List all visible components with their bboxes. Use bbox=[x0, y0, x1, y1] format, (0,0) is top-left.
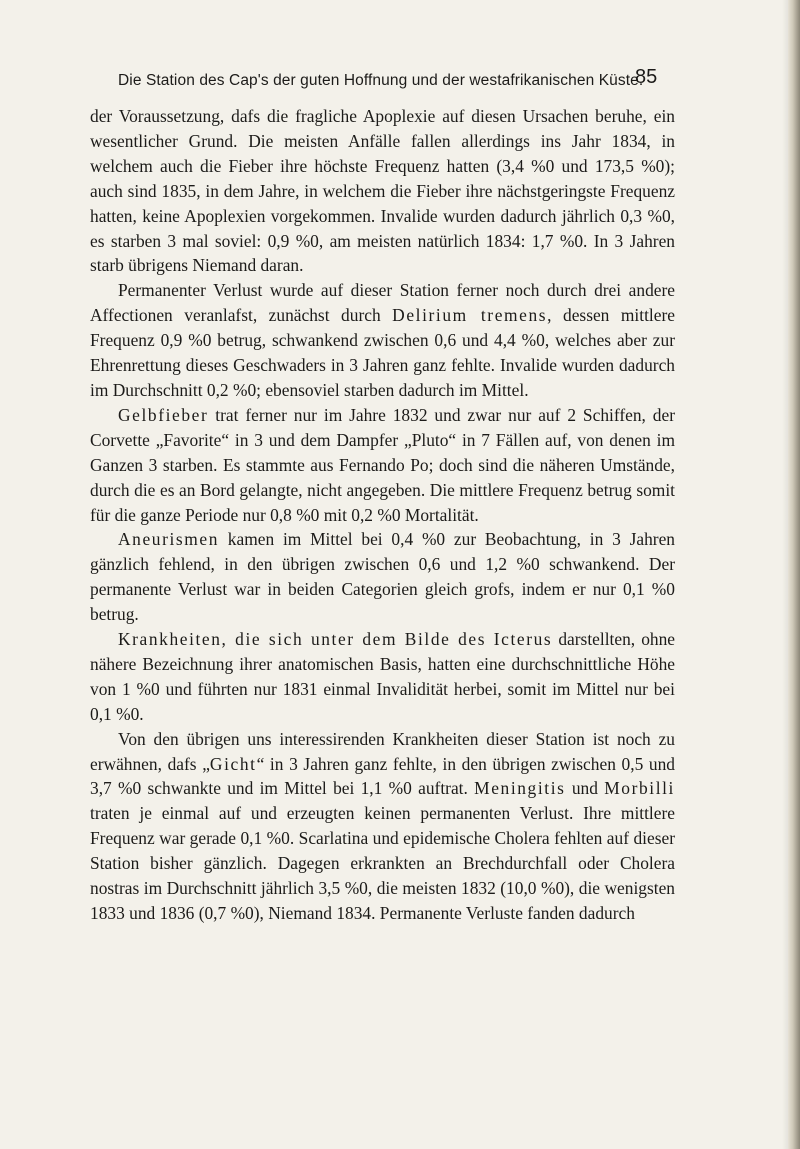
paragraph-2 bbox=[90, 278, 675, 403]
term-gelbfieber: Gelbfieber bbox=[118, 404, 209, 425]
running-head: Die Station des Cap's der guten Hoffnung und der westafrikanischen Küste. bbox=[118, 72, 644, 89]
text-run: trat ferner nur im Jahre 1832 und zwar nur auf 2 Schiffen, der Corvette „Favorite“ in 3 und dem Dampfer „Pluto“ in 7 Fällen auf, von denen im Ganzen 3 starben. Es stammte aus Fernando Po; doch sind die näheren Umstände, durch die es an Bord gelangte, nicht angegeben. Die mittlere Frequenz betrug somit für die ganze Periode nur 0,8 %0 mit 0,2 %0 Mortalität. bbox=[90, 404, 675, 525]
text-run: der Voraussetzung, dafs die fragliche Apoplexie auf diesen Ursachen beruhe, ein wesentlicher Grund. Die meisten Anfälle fallen allerdings ins Jahr 1834, in welchem auch die Fieber ihre höchste Frequenz hatten (3,4 %0 und 173,5 %0); auch sind 1835, in dem Jahre, in welchem die Fieber ihre nächstgeringste Frequenz hatten, keine Apoplexien vorgekommen. Invalide wurden dadurch jährlich 0,3 %0, es starben 3 mal soviel: 0,9 %0, am meisten natürlich 1834: 1,7 %0. In 3 Jahren starb übrigens Niemand daran. bbox=[90, 106, 675, 276]
term-icterus: Krankheiten, die sich unter dem Bilde des Icterus bbox=[118, 629, 553, 650]
term-meningitis: Meningitis bbox=[474, 778, 566, 799]
text-run: und bbox=[565, 778, 605, 799]
text-run: darstellten, ohne nähere Bezeichnung ihrer anatomischen Basis, hatten eine durchschnittliche Höhe von 1 %0 und führten nur 1831 einmal Invalidität herbei, somit im Mittel nur bei 0,1 %0. bbox=[90, 629, 675, 724]
paragraph-1 bbox=[90, 104, 675, 278]
paragraph-6 bbox=[90, 727, 675, 926]
term-gicht: Gicht bbox=[209, 753, 257, 774]
text-run: “ in 3 Jahren ganz fehlte, in den übrigen zwischen 0,5 und 3,7 %0 schwankte und im Mittel bei 1,1 %0 auftrat. bbox=[90, 753, 675, 799]
paragraph-4 bbox=[90, 527, 675, 627]
text-run: Permanenter Verlust wurde auf dieser Station ferner noch durch drei andere Affectionen veranlafst, zunächst durch bbox=[90, 280, 675, 326]
page-number: 85 bbox=[635, 66, 658, 88]
body-text bbox=[90, 104, 675, 926]
term-delirium-tremens: Delirium tremens bbox=[392, 305, 548, 326]
paragraph-5 bbox=[90, 627, 675, 727]
text-run: traten je einmal auf und erzeugten keinen permanenten Verlust. Ihre mittlere Frequenz war gerade 0,1 %0. Scarlatina und epidemische Cholera fehlten auf dieser Station bisher gänzlich. Dagegen erkrankten an Brechdurchfall oder Cholera nostras im Durchschnitt jährlich 3,5 %0, die meisten 1832 (10,0 %0), die wenigsten 1833 und 1836 (0,7 %0), Niemand 1834. Permanente Verluste fanden dadurch bbox=[90, 803, 675, 923]
paragraph-3 bbox=[90, 403, 675, 528]
term-aneurismen: Aneurismen bbox=[118, 529, 220, 550]
text-run: kamen im Mittel bei 0,4 %0 zur Beobachtung, in 3 Jahren gänzlich fehlend, in den übrigen zwischen 0,6 und 1,2 %0 schwankend. Der permanente Verlust war in beiden Categorien gleich grofs, indem er nur 0,1 %0 betrug. bbox=[90, 529, 675, 625]
term-morbilli: Morbilli bbox=[604, 778, 675, 799]
text-run: Von den übrigen uns interessirenden Krankheiten dieser Station ist noch zu erwähnen, dafs „ bbox=[90, 728, 675, 774]
text-run: , dessen mittlere Frequenz 0,9 %0 betrug, schwankend zwischen 0,6 und 4,4 %0, welches aber zur Ehrenrettung dieses Geschwaders in 3 Jahren ganz fehlte. Invalide wurden dadurch im Durchschnitt 0,2 %0; ebensoviel starben dadurch im Mittel. bbox=[90, 305, 675, 400]
page-edge bbox=[788, 0, 800, 1149]
